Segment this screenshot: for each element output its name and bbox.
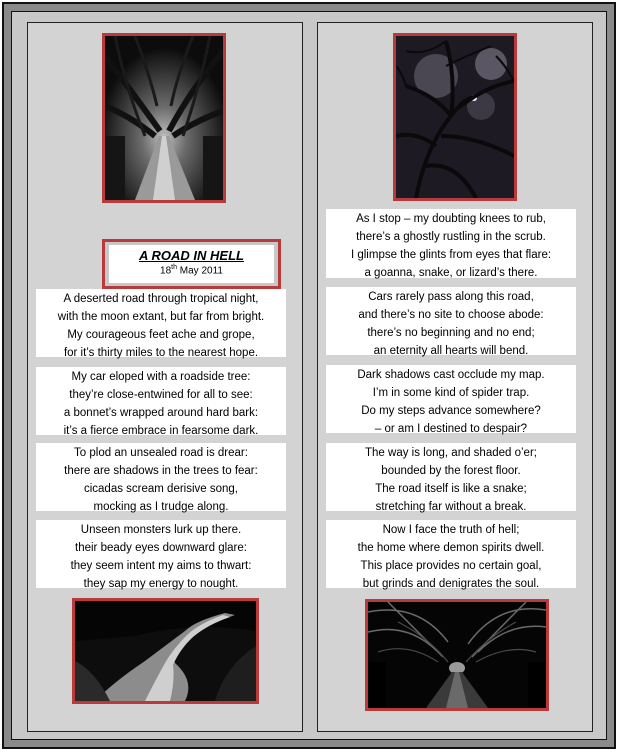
stanza-line: This place provides no certain goal, — [360, 560, 542, 572]
stanza-line: As I stop – my doubting knees to rub, — [356, 213, 546, 225]
tree-tunnel-road-photo — [102, 33, 226, 203]
stanza-line: My car eloped with a roadside tree: — [71, 371, 251, 383]
stanza-line: A deserted road through tropical night, — [63, 293, 259, 305]
stanza-line: Now I face the truth of hell; — [382, 524, 520, 536]
stanza-line: it’s a fierce embrace in fearsome dark. — [63, 425, 259, 437]
stanza-left-3 — [36, 443, 286, 511]
stanza-line: but grinds and denigrates the soul. — [362, 578, 540, 590]
stanza-line: I’m in some kind of spider trap. — [372, 387, 530, 399]
stanza-line: the home where demon spirits dwell. — [357, 542, 545, 554]
stanza-line: Dark shadows cast occlude my map. — [357, 369, 545, 381]
stanza-right-1 — [326, 209, 576, 278]
stanza-line: a goanna, snake, or lizard’s there. — [364, 267, 538, 279]
stanza-line: there are shadows in the trees to fear: — [64, 465, 258, 477]
stanza-line: bounded by the forest floor. — [381, 465, 521, 477]
stanza-line: they sap my energy to nought. — [83, 578, 239, 590]
stanza-line: with the moon extant, but far from bright. — [57, 311, 265, 323]
stanza-line: and there’s no site to choose abode: — [358, 309, 544, 321]
stanza-right-4 — [326, 443, 576, 511]
stanza-line: stretching far without a break. — [375, 501, 527, 513]
right-column — [317, 22, 593, 732]
stanza-line: Unseen monsters lurk up there. — [80, 524, 242, 536]
date-rest: May 2011 — [177, 265, 223, 277]
title-panel — [109, 245, 274, 283]
stanza-left-2 — [36, 367, 286, 435]
poem-date — [109, 264, 274, 276]
stanza-line: there’s a ghostly rustling in the scrub. — [356, 231, 546, 243]
stanza-line: they’re close-entwined for all to see: — [69, 389, 253, 401]
title-box — [102, 239, 281, 289]
stanza-line: The way is long, and shaded o’er; — [365, 447, 537, 459]
stanza-line: The road itself is like a snake; — [375, 483, 527, 495]
left-column — [27, 22, 303, 732]
winding-dirt-road-photo — [72, 598, 259, 704]
stanza-line: a bonnet’s wrapped around hard bark: — [63, 407, 259, 419]
stanza-line: there’s no beginning and no end; — [367, 327, 535, 339]
stanza-left-1 — [36, 289, 286, 357]
poem-title: A ROAD IN HELL — [139, 248, 244, 263]
stanza-right-3 — [326, 365, 576, 433]
stanza-line: cicadas scream derisive song, — [83, 483, 239, 495]
stanza-line: – or am I destined to despair? — [374, 423, 528, 435]
stanza-right-5 — [326, 520, 576, 588]
stanza-right-2 — [326, 287, 576, 355]
dark-forest-road-photo — [365, 599, 549, 711]
stanza-left-4 — [36, 520, 286, 588]
stanza-line: mocking as I trudge along. — [93, 501, 229, 513]
stanza-line: My courageous feet ache and grope, — [67, 329, 255, 341]
stanza-line: Do my steps advance somewhere? — [361, 405, 541, 417]
stanza-line: for it’s thirty miles to the nearest hope. — [63, 347, 259, 359]
stanza-line: I glimpse the glints from eyes that flare: — [350, 249, 552, 261]
date-day: 18 — [160, 265, 172, 277]
stanza-line: Cars rarely pass along this road, — [368, 291, 534, 303]
stanza-line: their beady eyes downward glare: — [75, 542, 247, 554]
stanza-line: To plod an unsealed road is drear: — [74, 447, 248, 459]
moonlit-tree-branches-photo — [393, 33, 517, 201]
stanza-line: they seem intent my aims to thwart: — [70, 560, 252, 572]
stanza-line: an eternity all hearts will bend. — [373, 345, 529, 357]
date-suffix: th — [171, 264, 177, 271]
